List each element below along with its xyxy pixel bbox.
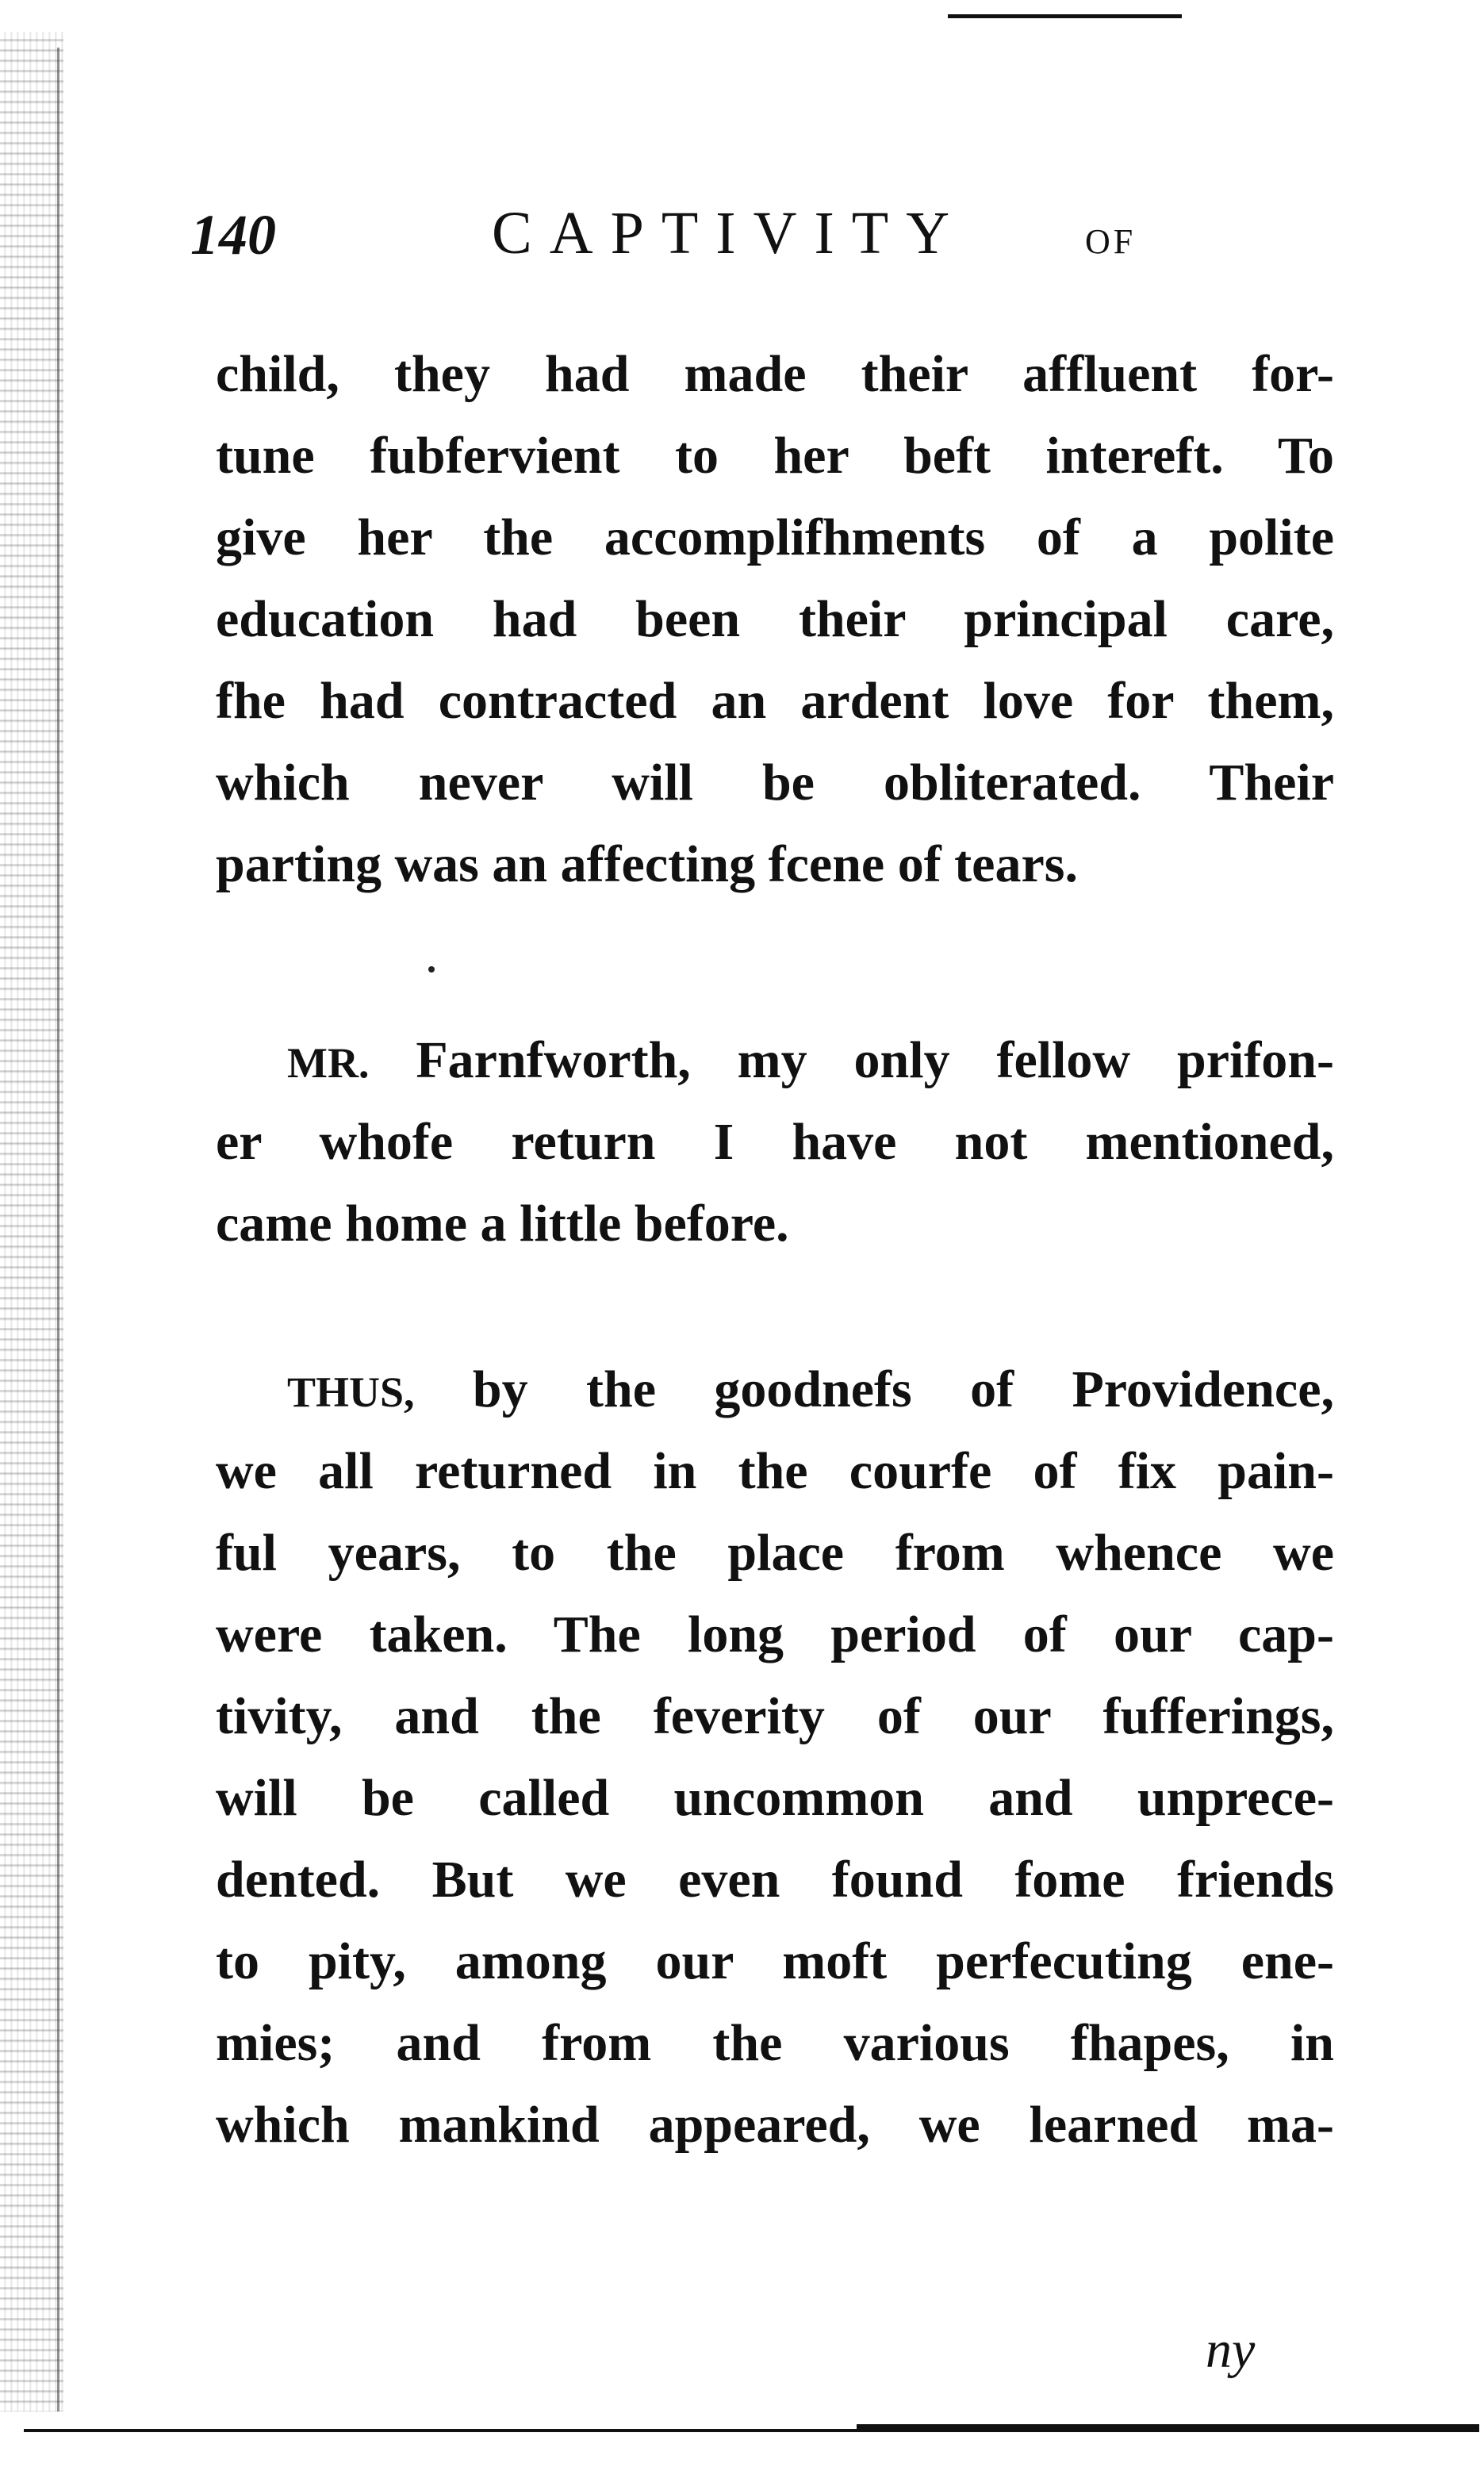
text-line-rest: by the goodnefs of Providence, [414,1360,1334,1418]
text-line: which mankind appeared, we learned ma- [216,2096,1334,2154]
text-line: tune fubfervient to her beft intereft. To [216,427,1334,485]
paragraph-lead: MR. [287,1039,370,1087]
running-header [182,202,1214,274]
scan-gutter-noise [0,32,63,2412]
running-title: CAPTIVITY [492,200,968,267]
text-line [216,1349,1334,1430]
paragraph-lead: THUS, [287,1368,415,1416]
text-line: will be called uncommon and unprece- [216,1769,1334,1827]
text-line: we all returned in the courfe of fix pain- [216,1442,1334,1500]
text-line: dented. But we even found fome friends [216,1851,1334,1909]
text-line: parting was an affecting fcene of tears. [216,835,1078,893]
text-line: to pity, among our moft perfecuting ene- [216,1932,1334,1990]
text-line: give her the accomplifhments of a polite [216,508,1334,566]
ink-speck [428,966,435,973]
paragraph-1 [216,333,1334,905]
running-title-suffix: OF [1085,222,1137,261]
text-line: education had been their principal care, [216,590,1334,648]
text-line: which never will be obliterated. Their [216,754,1334,812]
text-line: tivity, and the feverity of our fufferings, [216,1687,1334,1745]
text-line: fhe had contracted an ardent love for them, [216,672,1334,730]
text-line [216,1019,1334,1101]
text-line: child, they had made their affluent for- [216,345,1334,403]
page-number: 140 [190,203,276,267]
text-line-rest: Farnfworth, my only fellow prifon- [369,1031,1334,1089]
binding-edge-line [57,48,59,2412]
text-line: were taken. The long period of our cap- [216,1606,1334,1663]
bottom-border-rule-thick [857,2424,1479,2432]
paragraph-2 [216,1019,1334,1264]
text-line: ful years, to the place from whence we [216,1524,1334,1582]
catchword: ny [1206,2321,1256,2379]
text-line: er whofe return I have not mentioned, [216,1113,1334,1171]
top-border-rule [948,14,1182,18]
text-line: mies; and from the various fhapes, in [216,2014,1334,2072]
text-line: came home a little before. [216,1195,789,1253]
paragraph-3 [216,1349,1334,2166]
